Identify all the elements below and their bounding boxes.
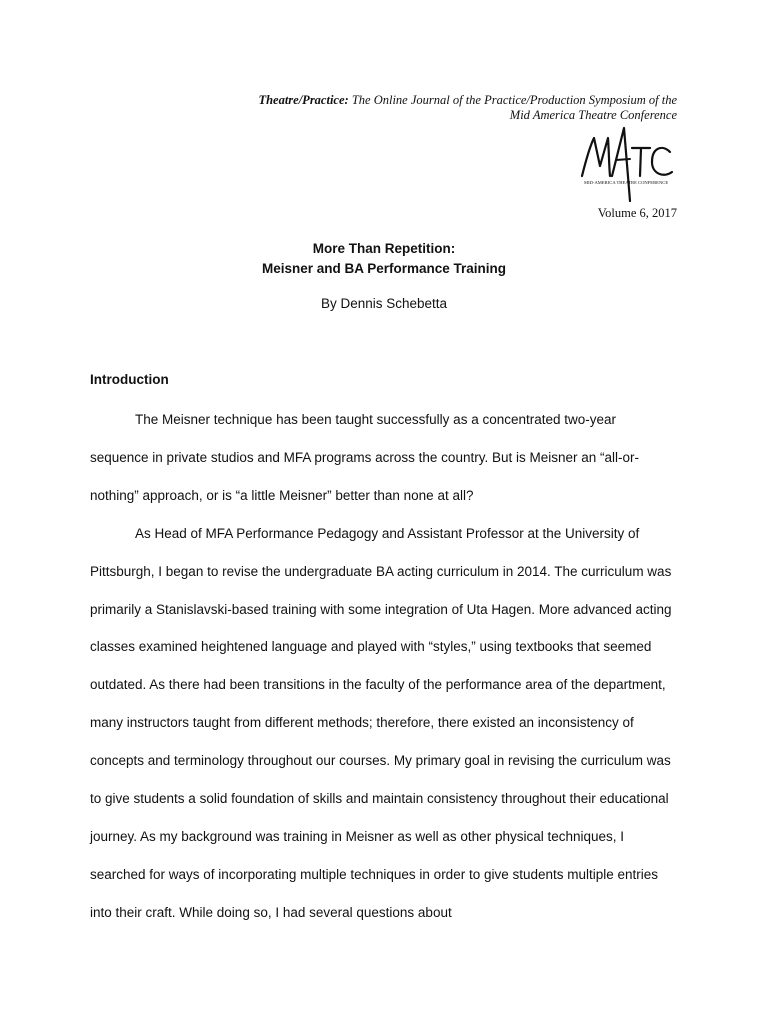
article-body [90,401,678,932]
journal-description: The Online Journal of the Practice/Production Symposium of the [348,93,677,107]
journal-header-line-1 [197,93,677,108]
journal-header [197,93,677,123]
article-author: By Dennis Schebetta [320,296,448,311]
journal-header-line-2: Mid America Theatre Conference [509,108,677,122]
svg-text:MID-AMERICA THEATRE CONFERENCE: MID-AMERICA THEATRE CONFERENCE [584,180,669,185]
volume-info: Volume 6, 2017 [597,206,677,220]
matc-logo [578,126,676,202]
paragraph: As Head of MFA Performance Pedagogy and Assistant Professor at the University of Pittsburgh, I began to revise the undergraduate BA acting curriculum in 2014. The curriculum was primarily a Stanislavski-based training with some integration of Uta Hagen. More advanced acting classes examined heightened language and played with “styles,” using textbooks that seemed outdated. As there had been transitions in the faculty of the performance area of the department, many instructors taught from different methods; therefore, there existed an inconsistency of concepts and terminology throughout our courses. My primary goal in revising the curriculum was to give students a solid foundation of skills and maintain consistency throughout their educational journey. As my background was training in Meisner as well as other physical techniques, I searched for ways of incorporating multiple techniques in order to give students multiple entries into their craft. While doing so, I had several questions about [90,525,672,920]
article-title-line-2: Meisner and BA Performance Training [261,261,507,276]
paragraph: The Meisner technique has been taught successfully as a concentrated two-year sequence in private studios and MFA programs across the country. But is Meisner an “all-or-nothing” approach, or is “a little Meisner” better than none at all? [90,412,639,503]
section-heading: Introduction [90,372,169,387]
journal-name: Theatre/Practice: [258,93,349,107]
article-title-line-1: More Than Repetition: [312,241,456,256]
article-title [0,239,768,279]
